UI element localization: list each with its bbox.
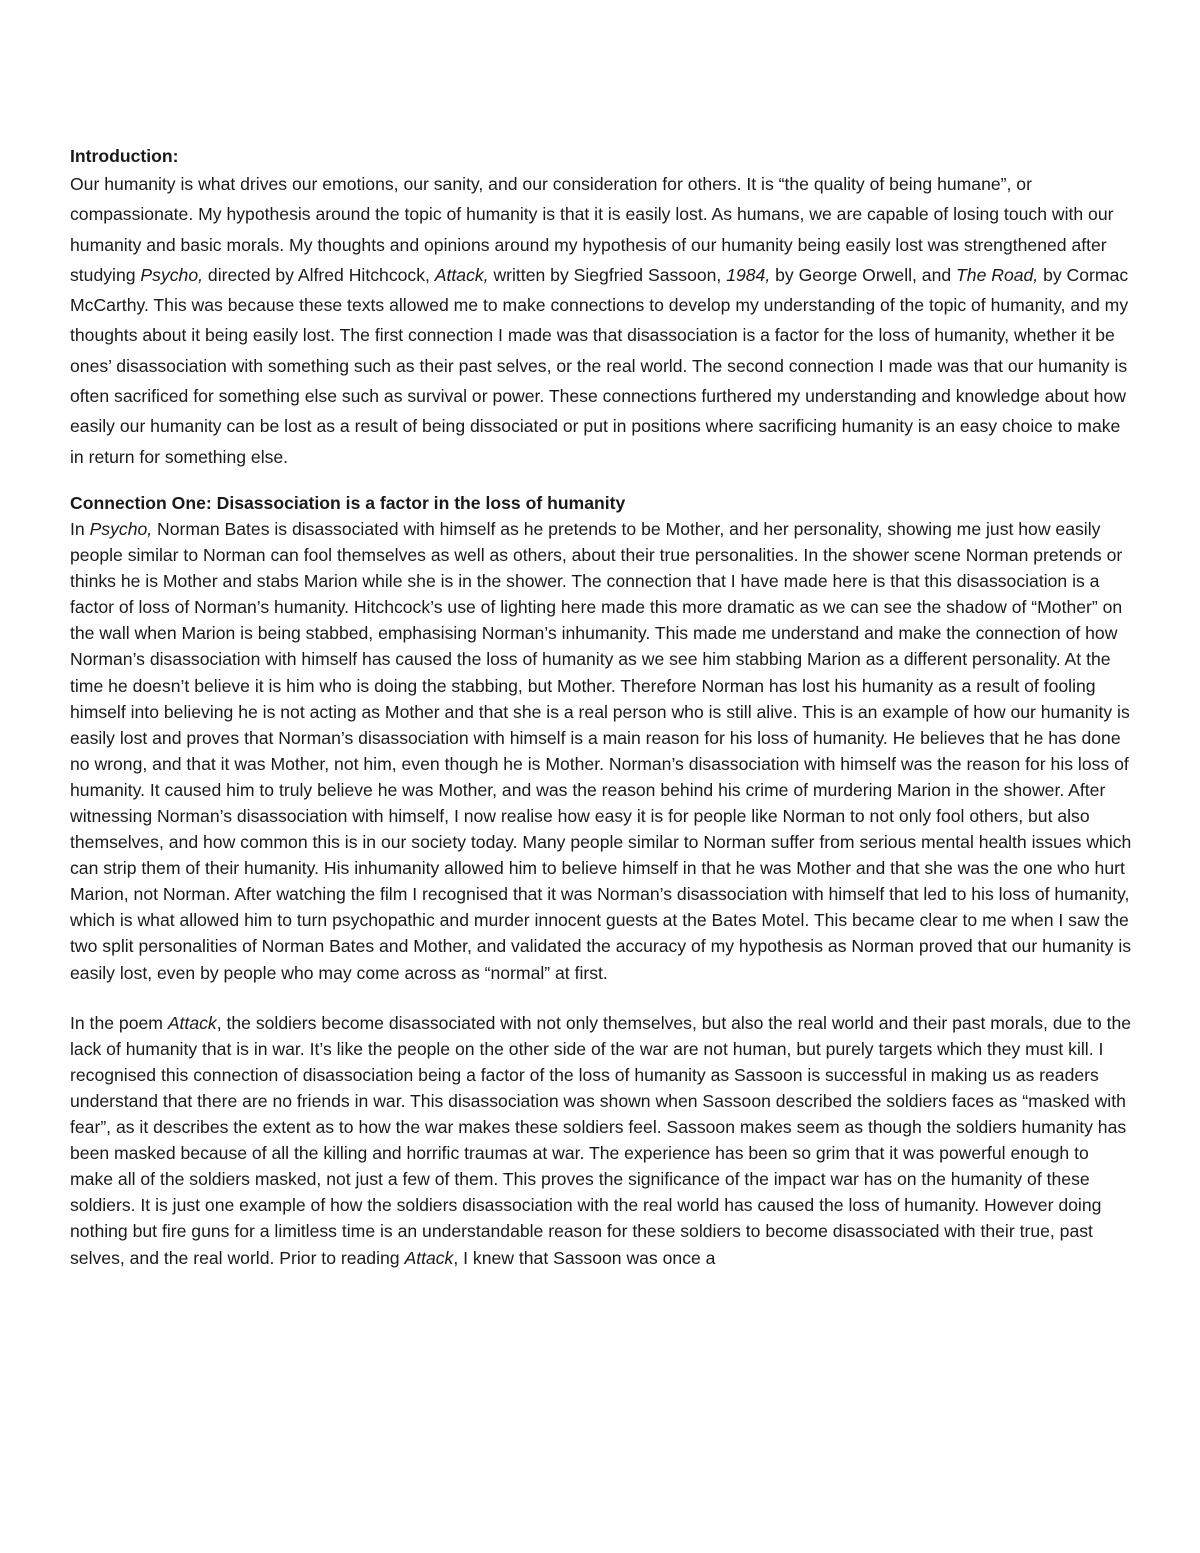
connection-one-heading: Connection One: Disassociation is a factor in the loss of humanity — [70, 492, 626, 513]
text-run: In the poem — [70, 1012, 168, 1033]
document-page — [70, 143, 1132, 1271]
psycho-paragraph — [70, 516, 1132, 986]
introduction-paragraph — [70, 169, 1132, 472]
text-run: by George Orwell, and — [770, 264, 957, 285]
italic-title: Attack — [167, 1012, 217, 1033]
text-run: written by Siegfried Sassoon, — [488, 264, 727, 285]
italic-title: Attack — [404, 1247, 454, 1268]
italic-title: Psycho, — [89, 518, 153, 539]
text-run: , the soldiers become disassociated with not only themselves, but also the real world and their past morals, due to the lack of humanity that is in war. It’s like the people on the other side of the war are not human, but purely targets which they must kill. I recognised this connection of disassociation being a factor of the loss of humanity as Sassoon is successful in making us as readers understand that there are no friends in war. This disassociation was shown when Sassoon described the soldiers faces as “masked with fear”, as it describes the extent as to how the war makes these soldiers feel. Sassoon makes seem as though the soldiers humanity has been masked because of all the killing and horrific traumas at war. The experience has been so grim that it was powerful enough to make all of the soldiers masked, not just a few of them. This proves the significance of the impact war has on the humanity of these soldiers. It is just one example of how the soldiers disassociation with the real world has caused the loss of humanity. However doing nothing but fire guns for a limitless time is an understandable reason for these soldiers to become disassociated with their true, past selves, and the real world. Prior to reading — [70, 1012, 1132, 1268]
introduction-heading: Introduction: — [70, 146, 179, 166]
introduction-section — [70, 143, 1132, 472]
text-run: In — [70, 518, 90, 539]
connection-one-section — [70, 490, 1132, 1271]
text-run: Norman Bates is disassociated with himself as he pretends to be Mother, and her personality, showing me just how easily people similar to Norman can fool themselves as well as others, about their true personalities. In the shower scene Norman pretends or thinks he is Mother and stabs Marion while she is in the shower. The connection that I have made here is that this disassociation is a factor of loss of Norman’s humanity. Hitchcock’s use of lighting here made this more dramatic as we can see the shadow of “Mother” on the wall when Marion is being stabbed, emphasising Norman’s inhumanity. This made me understand and make the connection of how Norman’s disassociation with himself has caused the loss of humanity as we see him stabbing Marion as a different personality. At the time he doesn’t believe it is him who is doing the stabbing, but Mother. Therefore Norman has lost his humanity as a result of fooling himself into believing he is not acting as Mother and that she is a real person who is still alive. This is an example of how our humanity is easily lost and proves that Norman’s disassociation with himself is a main reason for his loss of humanity. He believes that he has done no wrong, and that it was Mother, not him, even though he is Mother. Norman’s disassociation with himself was the reason for his loss of humanity. It caused him to truly believe he was Mother, and was the reason behind his crime of murdering Marion in the shower. After witnessing Norman’s disassociation with himself, I now realise how easy it is for people like Norman to not only fool others, but also themselves, and how common this is in our society today. Many people similar to Norman suffer from serious mental health issues which can strip them of their humanity. His inhumanity allowed him to believe himself in that he was Mother and that she was the one who hurt Marion, not Norman. After watching the film I recognised that it was Norman’s disassociation with himself that led to his loss of humanity, which is what allowed him to turn psychopathic and murder innocent guests at the Bates Motel. This became clear to me when I saw the two split personalities of Norman Bates and Mother, and validated the accuracy of my hypothesis as Norman proved that our humanity is easily lost, even by people who may come across as “normal” at first. — [70, 518, 1132, 983]
italic-title: Attack, — [434, 264, 489, 285]
italic-title: Psycho, — [140, 264, 204, 285]
attack-paragraph — [70, 1010, 1132, 1271]
text-run: , I knew that Sassoon was once a — [453, 1247, 716, 1268]
italic-title: The Road, — [956, 264, 1039, 285]
text-run: by Cormac McCarthy. This was because these texts allowed me to make connections to develop my understanding of the topic of humanity, and my thoughts about it being easily lost. The first connection I made was that disassociation is a factor for the loss of humanity, whether it be ones’ disassociation with something such as their past selves, or the real world. The second connection I made was that our humanity is often sacrificed for something else such as survival or power. These connections furthered my understanding and knowledge about how easily our humanity can be lost as a result of being dissociated or put in positions where sacrificing humanity is an easy choice to make in return for something else. — [70, 264, 1129, 467]
italic-title: 1984, — [726, 264, 771, 285]
text-run: Our humanity is what drives our emotions, our sanity, and our consideration for others. It is “the quality of being humane”, or compassionate. My hypothesis around the topic of humanity is that it is easily lost. As humans, we are capable of losing touch with our humanity and basic morals. My thoughts and opinions around my hypothesis of our humanity being easily lost was strengthened after studying — [70, 174, 1114, 285]
text-run: directed by Alfred Hitchcock, — [203, 264, 435, 285]
